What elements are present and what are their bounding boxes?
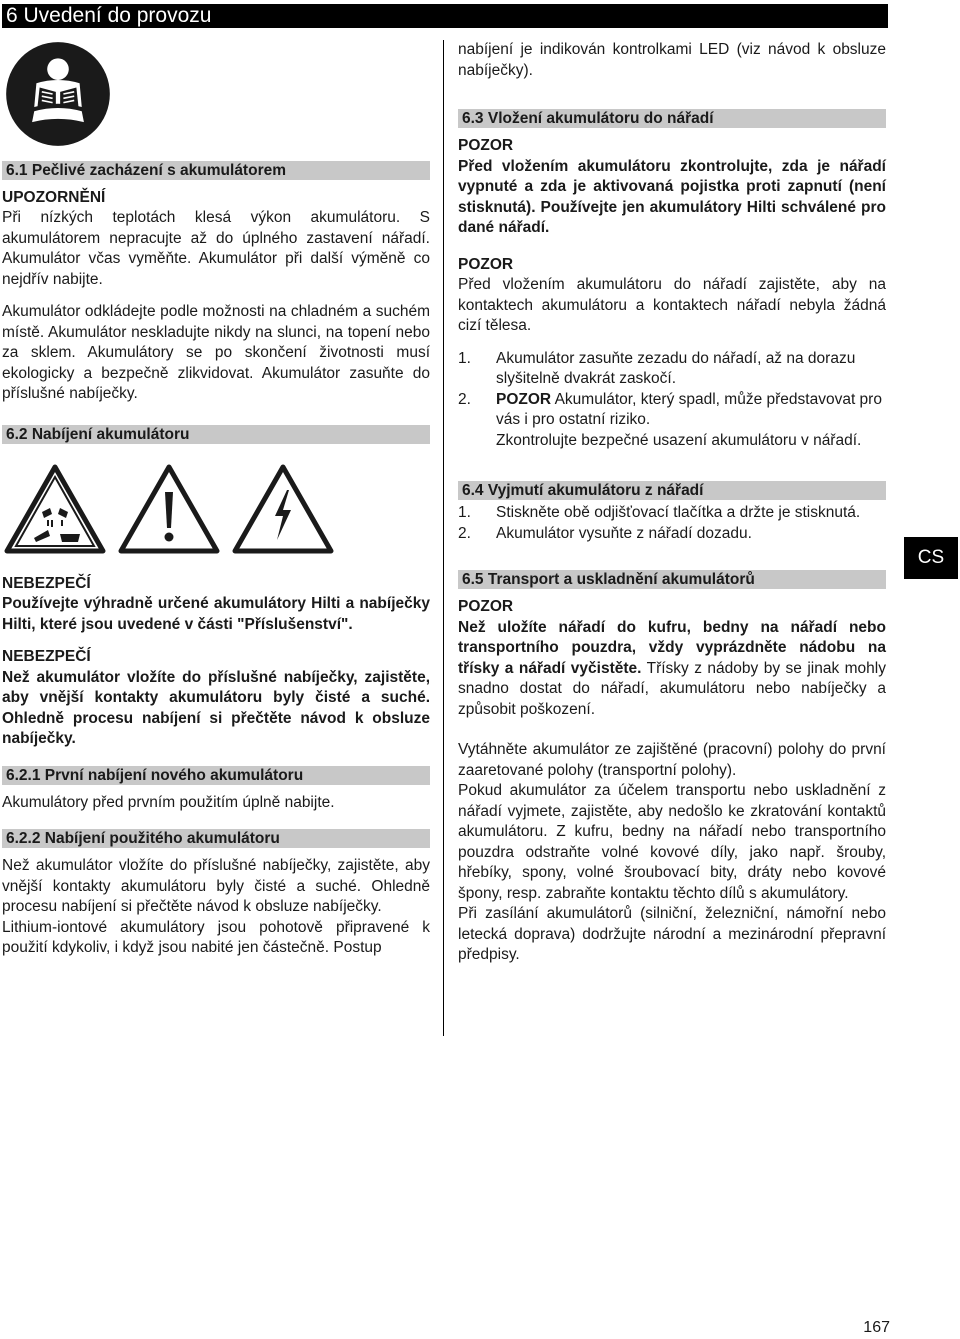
step-text: Akumulátor, který spadl, může představovat pro vás i pro ostatní riziko. [496,390,882,428]
page-number: 167 [863,1319,890,1336]
danger-label: NEBEZPEČÍ [2,648,91,665]
corrosive-warning-icon [4,464,106,554]
section-heading-6-2-2: 6.2.2 Nabíjení použitého akumulátoru [2,829,430,848]
step-number: 1. [458,504,471,521]
section-heading-6-1: 6.1 Pečlivé zacházení s akumulátorem [2,161,430,180]
section-heading-6-5: 6.5 Transport a uskladnění akumulátorů [458,570,886,589]
caution-regular-text: Třísky z nádoby by se jinak mohly snadno dostat do nářadí, akumulátoru nebo nabíječky a způsobit poškození. [458,659,886,718]
caution-label: POZOR [458,598,514,615]
section-heading-6-2-1: 6.2.1 První nabíjení nového akumulátoru [2,766,430,785]
paragraph: Pokud akumulátor za účelem transportu nebo uskladnění z nářadí vyjmete, zajistěte, aby nedošlo ke zkratování kontaktů akumulátoru. Z kufru, bedny na nářadí nebo transportního pouzdra odstraňte volné kovové díly, jako např. šrouby, hřebíky, spony, volné šroubovací bity, dráty nebo kovové špony, resp. zabraňte kontaktu těchto dílů s akumulátory. [458,782,886,902]
electric-voltage-warning-icon [232,464,334,554]
paragraph: Při nízkých teplotách klesá výkon akumulátoru. S akumulátorem nepracujte až do úplného zastavení nářadí. Akumulátor včas vyměňte. Akumulátor při další výměně co nejdřív nabijte. [2,209,430,288]
caution-label: POZOR [458,137,514,154]
paragraph: Než akumulátor vložíte do příslušné nabíječky, zajistěte, aby vnější kontakty akumulátoru byly čisté a suché. Ohledně procesu nabíjení si přečtěte návod k obsluze nabíječky. [2,857,430,915]
language-tab: CS [904,537,958,579]
paragraph: Vytáhněte akumulátor ze zajištěné (pracovní) polohy do první zaaretované polohy (transportní polohy). [458,741,886,779]
paragraph: Při zasílání akumulátorů (silniční, železniční, námořní nebo letecká doprava) dodržujte národní a mezinárodní přepravní předpisy. [458,905,886,963]
step-number: 2. [458,390,471,408]
paragraph: Akumulátor odkládejte podle možnosti na chladném a suchém místě. Akumulátor neskladujte nikdy na slunci, na topení nebo za sklem. Akumulátory se po skončení životnosti musí ekologicky a bezpečně zlikvidovat. Akumulátor zasuňte do příslušné nabíječky. [2,303,430,402]
general-warning-icon [118,464,220,554]
caution-text [458,618,886,721]
step-warning: POZOR [496,390,552,408]
danger-text: Používejte výhradně určené akumulátory Hilti a nabíječky Hilti, které jsou uvedené v části "Příslušenství". [2,595,430,633]
step-list [458,349,886,452]
right-column [458,40,886,966]
step-text: Zkontrolujte bezpečné usazení akumulátoru v nářadí. [496,431,862,449]
step-text: Akumulátor vysuňte z nářadí dozadu. [496,524,752,542]
column-divider [443,40,444,1036]
danger-text: Než akumulátor vložíte do příslušné nabíječky, zajistěte, aby vnější kontakty akumulátoru byly čisté a suché. Ohledně procesu nabíjení si přečtěte návod k obsluze nabíječky. [2,668,430,747]
step-text: Akumulátor zasuňte zezadu do nářadí, až na dorazu slyšitelně dvakrát zaskočí. [496,349,856,387]
paragraph: nabíjení je indikován kontrolkami LED (viz návod k obsluze nabíječky). [458,41,886,79]
step-number: 1. [458,349,471,367]
list-item [458,524,886,545]
list-item [458,503,886,524]
caution-text: Před vložením akumulátoru do nářadí zajistěte, aby na kontaktech akumulátoru a kontaktech nářadí nebyla žádná cizí tělesa. [458,276,886,334]
caution-label: POZOR [458,255,514,273]
warning-symbols [4,464,430,554]
caution-label: UPOZORNĚNÍ [2,188,106,206]
step-number: 2. [458,524,471,542]
list-item [458,349,886,390]
page-title: 6 Uvedení do provozu [2,4,888,28]
left-column [2,40,430,959]
step-list [458,503,886,544]
section-heading-6-3: 6.3 Vložení akumulátoru do nářadí [458,109,886,128]
section-heading-6-2: 6.2 Nabíjení akumulátoru [2,425,430,444]
danger-label: NEBEZPEČÍ [2,574,91,592]
paragraph: Lithium-iontové akumulátory jsou pohotově připravené k použití kdykoliv, i když jsou nabité jen částečně. Postup [2,918,430,956]
caution-text: Před vložením akumulátoru zkontrolujte, zda je nářadí vypnuté a zda je aktivovaná pojistka proti zapnutí (není stisknutá). Používejte jen akumulátory Hilti schválené pro dané nářadí. [458,157,886,236]
step-text: Stiskněte obě odjišťovací tlačítka a držte je stisknutá. [496,504,861,521]
read-manual-icon [4,40,112,148]
paragraph: Akumulátory před prvním použitím úplně nabijte. [2,793,335,811]
section-heading-6-4: 6.4 Vyjmutí akumulátoru z nářadí [458,481,886,500]
caution-bold-text: Než uložíte nářadí do kufru, bedny na nářadí nebo transportního pouzdra, vždy vyprázdněte nádobu na třísky a nářadí vyčistěte. [458,618,886,677]
list-item [458,390,886,452]
